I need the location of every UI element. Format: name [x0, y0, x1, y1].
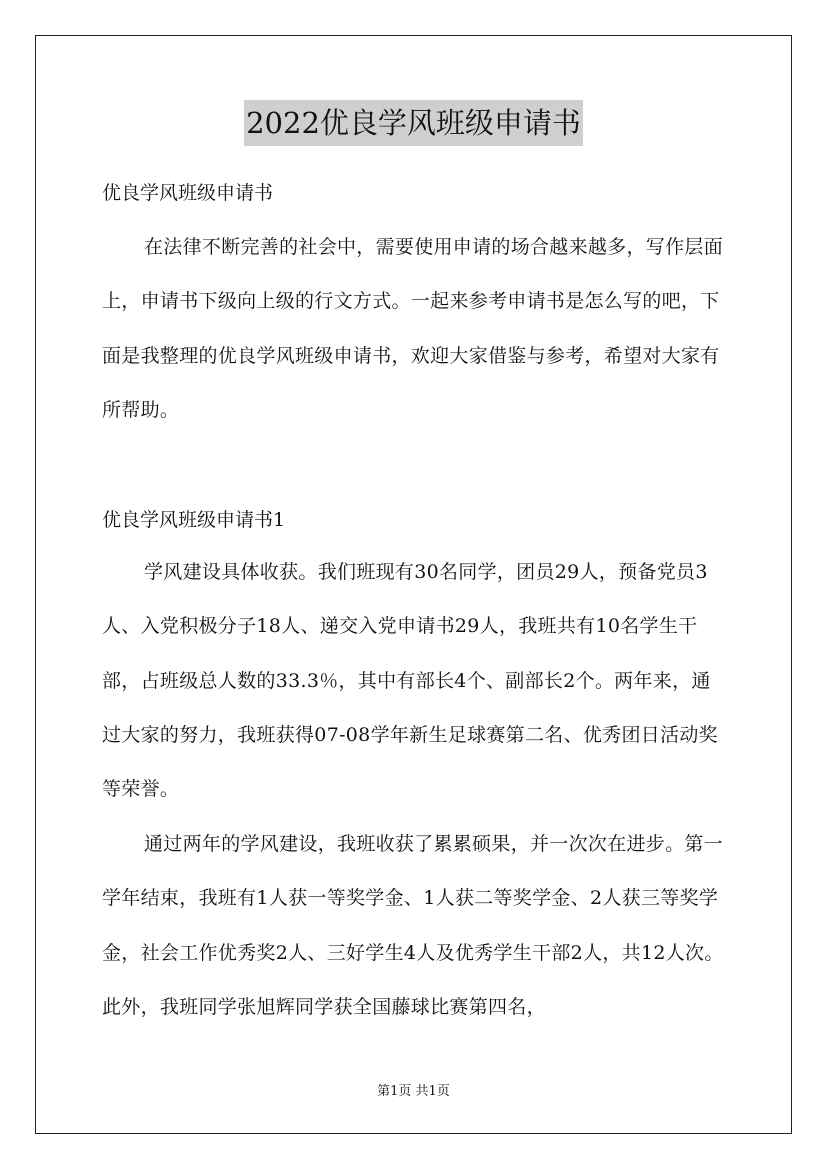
page-footer: 第1页 共1页 [377, 1084, 450, 1099]
body-paragraph-1-text: 学风建设具体收获。我们班现有30名同学，团员29人，预备党员3人、入党积极分子18人、递交入党申请书29人，我班共有10名学生干部，占班级总人数的33.3％，其中有部长4个、副部长2个。两年来，通过大家的努力，我班获得07-08学年新生足球赛第二名、优秀团日活动奖等荣誉。 [102, 561, 718, 801]
document-title: 2022优良学风班级申请书 [244, 100, 583, 146]
body-paragraph-2-text: 通过两年的学风建设，我班收获了累累硕果，并一次次在进步。第一学年结束，我班有1人获一等奖学金、1人获二等奖学金、2人获三等奖学金，社会工作优秀奖2人、三好学生4人及优秀学生干部2人，共12人次。此外，我班同学张旭辉同学获全国藤球比赛第四名， [102, 833, 724, 1018]
intro-paragraph [102, 220, 728, 437]
body-paragraph-2 [102, 817, 728, 1034]
section-heading: 优良学风班级申请书1 [102, 509, 286, 531]
body-paragraph-1 [102, 545, 728, 816]
intro-text: 在法律不断完善的社会中，需要使用申请的场合越来越多，写作层面上，申请书下级向上级的行文方式。一起来参考申请书是怎么写的吧，下面是我整理的优良学风班级申请书，欢迎大家借鉴与参考，希望对大家有所帮助。 [102, 236, 724, 421]
title-container [0, 100, 827, 146]
document-subtitle: 优良学风班级申请书 [102, 182, 274, 204]
